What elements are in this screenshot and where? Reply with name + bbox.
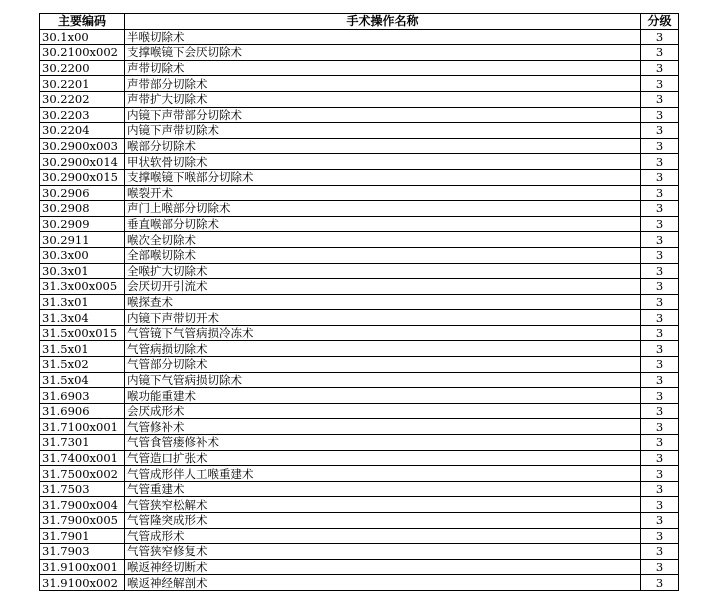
name-cell: 气管病损切除术 [125, 341, 641, 357]
grade-cell: 3 [641, 435, 679, 451]
code-cell: 30.2204 [40, 123, 125, 139]
name-cell: 喉返神经解剖术 [125, 575, 641, 591]
code-cell: 31.3x01 [40, 294, 125, 310]
name-cell: 会厌成形术 [125, 403, 641, 419]
table-row [40, 419, 679, 435]
code-cell: 31.7903 [40, 544, 125, 560]
grade-cell: 3 [641, 60, 679, 76]
code-cell: 30.2202 [40, 91, 125, 107]
table-row [40, 185, 679, 201]
name-cell: 喉部分切除术 [125, 138, 641, 154]
grade-cell: 3 [641, 279, 679, 295]
grade-cell: 3 [641, 544, 679, 560]
code-cell: 31.9100x002 [40, 575, 125, 591]
code-cell: 31.3x00x005 [40, 279, 125, 295]
code-cell: 31.7900x005 [40, 513, 125, 529]
code-cell: 30.2900x014 [40, 154, 125, 170]
name-cell: 全喉扩大切除术 [125, 263, 641, 279]
grade-cell: 3 [641, 216, 679, 232]
table-row [40, 263, 679, 279]
code-cell: 31.7901 [40, 528, 125, 544]
table-row [40, 91, 679, 107]
code-cell: 31.5x02 [40, 357, 125, 373]
name-cell: 声带切除术 [125, 60, 641, 76]
grade-cell: 3 [641, 310, 679, 326]
header-grade: 分级 [641, 14, 679, 30]
table-row [40, 294, 679, 310]
table-row [40, 544, 679, 560]
grade-cell: 3 [641, 201, 679, 217]
grade-cell: 3 [641, 357, 679, 373]
grade-cell: 3 [641, 450, 679, 466]
code-cell: 30.2908 [40, 201, 125, 217]
code-cell: 31.7503 [40, 481, 125, 497]
name-cell: 内镜下声带切开术 [125, 310, 641, 326]
table-row [40, 138, 679, 154]
grade-cell: 3 [641, 247, 679, 263]
table-row [40, 497, 679, 513]
name-cell: 全部喉切除术 [125, 247, 641, 263]
name-cell: 喉裂开术 [125, 185, 641, 201]
table-row [40, 107, 679, 123]
name-cell: 气管狭窄松解术 [125, 497, 641, 513]
grade-cell: 3 [641, 232, 679, 248]
table-row [40, 450, 679, 466]
code-cell: 31.7400x001 [40, 450, 125, 466]
table-row [40, 29, 679, 45]
grade-cell: 3 [641, 154, 679, 170]
code-cell: 30.2900x003 [40, 138, 125, 154]
code-cell: 30.1x00 [40, 29, 125, 45]
name-cell: 气管重建术 [125, 481, 641, 497]
name-cell: 内镜下气管病损切除术 [125, 372, 641, 388]
name-cell: 甲状软骨切除术 [125, 154, 641, 170]
code-cell: 31.6906 [40, 403, 125, 419]
grade-cell: 3 [641, 419, 679, 435]
table-header-row [40, 14, 679, 30]
table-row [40, 466, 679, 482]
table-row [40, 528, 679, 544]
name-cell: 声带扩大切除术 [125, 91, 641, 107]
name-cell: 气管部分切除术 [125, 357, 641, 373]
grade-cell: 3 [641, 575, 679, 591]
table-row [40, 45, 679, 61]
name-cell: 气管镜下气管病损冷冻术 [125, 325, 641, 341]
name-cell: 气管造口扩张术 [125, 450, 641, 466]
name-cell: 半喉切除术 [125, 29, 641, 45]
header-name: 手术操作名称 [125, 14, 641, 30]
table-row [40, 279, 679, 295]
code-cell: 31.7900x004 [40, 497, 125, 513]
name-cell: 垂直喉部分切除术 [125, 216, 641, 232]
name-cell: 会厌切开引流术 [125, 279, 641, 295]
grade-cell: 3 [641, 29, 679, 45]
table-row [40, 60, 679, 76]
name-cell: 气管修补术 [125, 419, 641, 435]
grade-cell: 3 [641, 528, 679, 544]
name-cell: 声门上喉部分切除术 [125, 201, 641, 217]
grade-cell: 3 [641, 466, 679, 482]
name-cell: 支撑喉镜下会厌切除术 [125, 45, 641, 61]
grade-cell: 3 [641, 388, 679, 404]
table-row [40, 232, 679, 248]
name-cell: 支撑喉镜下喉部分切除术 [125, 169, 641, 185]
grade-cell: 3 [641, 372, 679, 388]
code-cell: 30.3x00 [40, 247, 125, 263]
code-cell: 30.2900x015 [40, 169, 125, 185]
name-cell: 喉次全切除术 [125, 232, 641, 248]
name-cell: 喉返神经切断术 [125, 559, 641, 575]
grade-cell: 3 [641, 263, 679, 279]
code-cell: 30.2911 [40, 232, 125, 248]
grade-cell: 3 [641, 91, 679, 107]
grade-cell: 3 [641, 185, 679, 201]
grade-cell: 3 [641, 76, 679, 92]
code-cell: 30.2100x002 [40, 45, 125, 61]
table-body [40, 29, 679, 590]
table-row [40, 388, 679, 404]
code-cell: 31.3x04 [40, 310, 125, 326]
code-cell: 31.7100x001 [40, 419, 125, 435]
procedure-table-container [39, 13, 679, 591]
grade-cell: 3 [641, 513, 679, 529]
code-cell: 30.2909 [40, 216, 125, 232]
grade-cell: 3 [641, 559, 679, 575]
grade-cell: 3 [641, 123, 679, 139]
name-cell: 内镜下声带部分切除术 [125, 107, 641, 123]
table-row [40, 357, 679, 373]
code-cell: 30.2203 [40, 107, 125, 123]
name-cell: 声带部分切除术 [125, 76, 641, 92]
code-cell: 31.7500x002 [40, 466, 125, 482]
code-cell: 31.9100x001 [40, 559, 125, 575]
table-row [40, 403, 679, 419]
table-row [40, 76, 679, 92]
grade-cell: 3 [641, 341, 679, 357]
header-code: 主要编码 [40, 14, 125, 30]
table-row [40, 325, 679, 341]
grade-cell: 3 [641, 45, 679, 61]
table-row [40, 435, 679, 451]
table-row [40, 123, 679, 139]
code-cell: 31.5x04 [40, 372, 125, 388]
grade-cell: 3 [641, 403, 679, 419]
code-cell: 31.7301 [40, 435, 125, 451]
table-row [40, 154, 679, 170]
code-cell: 31.6903 [40, 388, 125, 404]
grade-cell: 3 [641, 481, 679, 497]
code-cell: 30.2201 [40, 76, 125, 92]
name-cell: 喉功能重建术 [125, 388, 641, 404]
table-row [40, 372, 679, 388]
procedure-table [39, 13, 679, 591]
name-cell: 气管狭窄修复术 [125, 544, 641, 560]
table-row [40, 559, 679, 575]
table-row [40, 513, 679, 529]
grade-cell: 3 [641, 497, 679, 513]
name-cell: 气管食管瘘修补术 [125, 435, 641, 451]
grade-cell: 3 [641, 138, 679, 154]
name-cell: 喉探查术 [125, 294, 641, 310]
table-row [40, 216, 679, 232]
code-cell: 31.5x01 [40, 341, 125, 357]
name-cell: 气管成形术 [125, 528, 641, 544]
name-cell: 气管隆突成形术 [125, 513, 641, 529]
table-row [40, 575, 679, 591]
code-cell: 30.2906 [40, 185, 125, 201]
code-cell: 30.2200 [40, 60, 125, 76]
table-row [40, 310, 679, 326]
name-cell: 内镜下声带切除术 [125, 123, 641, 139]
table-row [40, 169, 679, 185]
code-cell: 30.3x01 [40, 263, 125, 279]
grade-cell: 3 [641, 169, 679, 185]
table-row [40, 201, 679, 217]
code-cell: 31.5x00x015 [40, 325, 125, 341]
table-row [40, 247, 679, 263]
grade-cell: 3 [641, 294, 679, 310]
grade-cell: 3 [641, 107, 679, 123]
table-row [40, 341, 679, 357]
grade-cell: 3 [641, 325, 679, 341]
table-row [40, 481, 679, 497]
name-cell: 气管成形伴人工喉重建术 [125, 466, 641, 482]
